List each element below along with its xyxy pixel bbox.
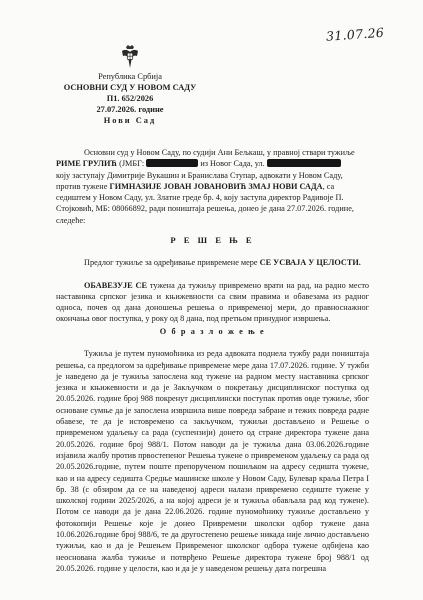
decision-verdict: СЕ УСВАЈА У ЦЕЛОСТИ. [259, 258, 361, 268]
intro-line-defendant [56, 181, 369, 192]
intro-line: коју заступају Димитрије Вукашин и Бранислава Ступар, адвокати у Новом Саду, [56, 170, 343, 180]
intro-line-plaintiff [56, 158, 369, 169]
obligation-keyword: ОБАВЕЗУЈЕ СЕ [84, 280, 148, 290]
header-republic: Република Србија [98, 72, 162, 81]
decision-paragraph-2 [56, 280, 369, 325]
intro-paragraph [56, 147, 369, 226]
defendant-suffix: , са [322, 181, 335, 191]
redaction-bar [267, 159, 341, 168]
decision-paragraph-1 [56, 257, 369, 268]
handwritten-date-note: 31.07.26 [325, 24, 385, 44]
defendant-name: ГИМНАЗИЈЕ ЈОВАН ЈОВАНОВИЋ ЗМАЈ НОВИ САДА [109, 181, 323, 191]
reasoning-section [56, 326, 369, 574]
decision-title: Р Е Ш Е Њ Е [170, 235, 255, 245]
header-city: Нови Сад [103, 116, 157, 125]
intro-line: седиштем у Новом Саду, ул. Златне греде бр. 4, коју заступа директор Радивоје П. [56, 193, 344, 203]
header-date: 27.07.2026. године [96, 105, 164, 114]
intro-line: Стојковић, МБ: 08066892, ради поништаја решења, донео је дана 27.07.2026. године, [56, 204, 354, 214]
plaintiff-name: РИМЕ ГРУЛИЋ [56, 159, 118, 169]
plaintiff-id-label: (ЈМБГ: [117, 159, 147, 169]
header-case-number: П1. 652/2026 [106, 94, 154, 103]
reasoning-paragraph: Тужиља је путем пуномоћника из реда адвоката поднела тужбу ради поништаја решења, са предлогом за одређивање привремене мере дана 17.07.2026. године. У тужби је наведено да је тужиља запослена код тужене на радном месту наставника српског језика и књижевности и да је Закључком о покретању дисциплинског поступка од 20.05.2026. године број 988 покренут дисциплински поступак против овде тужиље, због основане сумње да је запослена извршила више повреда забране и тежих повреда радне обавезе, те да је истовремено са закључком, тужиљи достављено и Решење о привременом удаљењу са рада (суспензији) донето од стране директора тужене дана 20.05.2026. године број 988/1. Потом наводи да је тужиља дана 03.06.2026.године изјавила жалбу против првостепеног Решења тужене о привременом удаљењу са рада од 20.05.2026.године, путем поште препорученом пошиљком на адресу седишта тужене, као и на адресу седишта Средње машинске школе у Новом Саду, Булевар краља Петра I бр. 38 (с обзиром да се на наведеној адреси налази привремено седиште тужене у школској години 2025/2026, а на којој адреси је и тужиља обављала рад код тужене). Потом се наводи да је дана 22.06.2026. године пуномоћнику тужиље достављено у фотокопији Решење које је донео Привремени школски одбор тужене дана 10.06.2026.године број 988/6, те да другостепено решење никада није лично достављено тужиљи, као и да је Решењем Привременог школског одбора тужене одбијена као неоснована жалба тужиље и потврђено Решење директора тужене број 988/1 од 20.05.2026. године у целости, као и да је у наведеном решењу дата погрешна [56, 349, 369, 573]
redaction-bar [146, 159, 198, 168]
intro-line: Основни суд у Новом Саду, по судији Ани Бељкаш, у правној ствари тужиље [84, 148, 355, 157]
obligation-text: тужена да тужиљу привремено врати на рад, на радно место наставника српског језика и књижевности са свим правима и обавезама из радног односа, почев од дана доношења решења о привременој мери, до правноснажног окончања овог поступка, у року од 8 дана, под претњом принудног извршења. [56, 280, 369, 324]
header-court-name: ОСНОВНИ СУД У НОВОМ САДУ [63, 83, 197, 92]
intro-line: следеће: [56, 215, 86, 225]
reasoning-title: О б р а з л о ж е њ е [159, 327, 266, 336]
serbian-coat-of-arms-icon [120, 44, 140, 70]
decision-section [56, 235, 369, 325]
plaintiff-address-label: из Новог Сада, ул. [198, 159, 267, 169]
defendant-label: против тужене [56, 181, 110, 191]
decision-text: Предлог тужиље за одређивање привремене мере [84, 258, 260, 268]
